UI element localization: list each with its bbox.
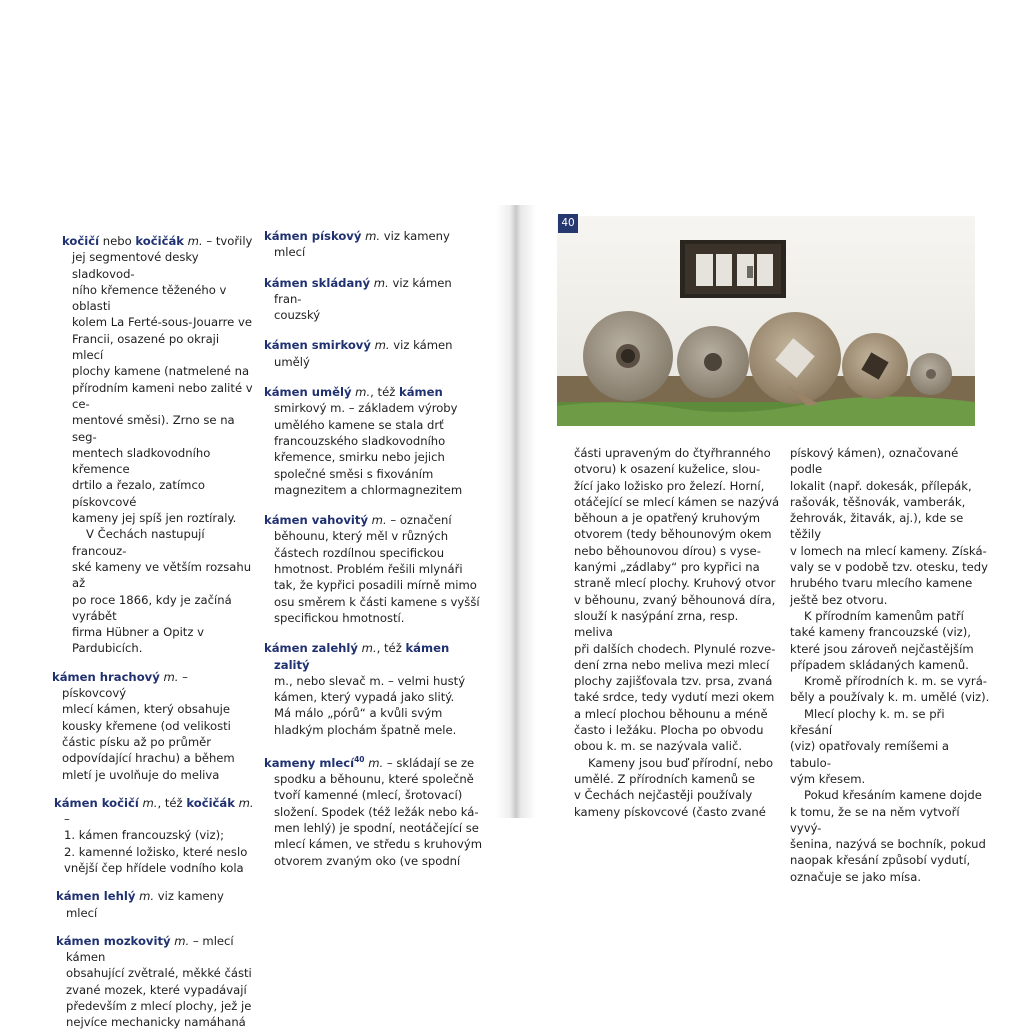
- text-line: které jsou zároveň nejčastějším: [790, 641, 974, 656]
- headword: kočičák: [186, 795, 235, 810]
- footnote-ref: 40: [354, 755, 365, 765]
- text-line: 1. kámen francouzský (viz);: [64, 828, 225, 843]
- text: – mlecí kámen: [66, 933, 234, 965]
- gram: m.: [159, 669, 179, 684]
- text-line: jej segmentové desky sladkovod-: [72, 250, 199, 281]
- text-line: hladkým plochám špatně mele.: [274, 722, 457, 737]
- text-line: K přírodním kamenům patří: [804, 608, 964, 623]
- text: – pískovcový: [62, 669, 188, 701]
- text-line: straně mlecí plochy. Kruhový otvor: [574, 576, 776, 591]
- text-line: označuje se jako mísa.: [790, 869, 922, 884]
- gram: m.: [234, 795, 254, 810]
- text-line: ního křemence těženého v oblasti: [72, 282, 227, 314]
- text-line: kolem La Ferté-sous-Jouarre ve: [72, 315, 252, 330]
- text-line: po roce 1866, kdy je začíná vyrábět: [72, 592, 232, 623]
- text-line: obou k. m. se nazývala valič.: [574, 739, 743, 754]
- text-line: kameny pískovcové (často zvané: [574, 804, 766, 819]
- text: , též: [376, 641, 406, 656]
- gram: m.: [361, 229, 381, 243]
- text-line: také kameny francouzské (viz),: [790, 625, 971, 640]
- text-line: men lehlý) je spodní, neotáčející se: [274, 821, 479, 836]
- text-line: spodku a běhounu, které společně: [274, 772, 474, 787]
- text-line: valy se v podobě tzv. otesku, tedy: [790, 560, 988, 575]
- text-line: couzský: [274, 308, 321, 323]
- gram: m.: [184, 234, 203, 248]
- text: viz kámen umělý: [274, 338, 453, 369]
- entry-kamen-umely: [264, 384, 482, 498]
- text-line: magnezitem a chlormagnezitem: [274, 482, 463, 497]
- text-line: mentové směsi). Zrno se na seg-: [72, 413, 235, 444]
- text-line: částech rozdílnou specifickou: [274, 545, 445, 560]
- text-line: (viz) opatřovaly remíšemi a tabulo-: [790, 739, 949, 770]
- headword: kámen mozkovitý: [56, 933, 171, 948]
- entry-kamen-skladany: [264, 275, 482, 324]
- text: – označení: [386, 513, 452, 528]
- text-line: v Čechách nejčastěji používaly: [574, 788, 753, 803]
- text-line: křemence, smirku nebo jejich: [274, 450, 445, 465]
- text-line: dení zrna nebo meliva mezi mlecí: [574, 657, 770, 672]
- text-line: složení. Spodek (též ležák nebo ká-: [274, 804, 479, 819]
- text-line: běly a používaly k. m. umělé (viz).: [790, 690, 990, 705]
- text-line: žehrovák, žitavák, aj.), kde se těžily: [790, 511, 964, 542]
- entry-kamen-smirkovy: [264, 337, 482, 370]
- text-line: části upraveným do čtyřhranného: [574, 446, 771, 460]
- text-line: obsahující zvětralé, měkké části: [66, 966, 252, 981]
- text-line: Pokud křesáním kamene dojde: [804, 788, 982, 803]
- text-line: specifickou hmotností.: [274, 610, 405, 625]
- text-line: otáčející se mlecí kámen se nazývá: [574, 494, 780, 509]
- text-line: rašovák, těšnovák, vamberák,: [790, 494, 966, 509]
- millstones-illustration: [557, 216, 975, 426]
- headword: kámen skládaný: [264, 275, 371, 290]
- text-line: zvané mozek, které vypadávají: [66, 982, 247, 997]
- text-line: ské kameny ve větším rozsahu až: [72, 559, 252, 591]
- gram: m.: [364, 755, 384, 770]
- entry-kamen-hrachovy: [52, 669, 254, 783]
- text-line: také srdce, tedy vydutí mezi okem: [574, 690, 775, 705]
- gram: m.: [368, 513, 387, 528]
- millstones-photo: [557, 216, 975, 426]
- text-line: částic písku až po průměr: [62, 734, 212, 749]
- text-line: často i ležáku. Plocha po obvodu: [574, 723, 764, 738]
- text-line: hmotnost. Problém řešili mlynáři: [274, 562, 463, 577]
- text: – skládají se ze: [383, 755, 475, 770]
- text-line: plochy zajišťovala tzv. prsa, zvaná: [574, 674, 773, 689]
- text-line: otvorem (tedy běhounovým okem: [574, 527, 772, 542]
- paragraph-cechy: [62, 526, 254, 656]
- text-line: kámen, který vypadá jako slitý.: [274, 690, 455, 705]
- book-gutter: [496, 205, 536, 818]
- text-line: mlecí kámen, ve středu s kruhovým: [274, 837, 483, 852]
- text-line: odpovídající hrachu) a během: [62, 751, 235, 766]
- left-column-2: [264, 228, 482, 869]
- gram: m.: [138, 795, 158, 810]
- headword: kámen zalitý: [274, 641, 450, 672]
- text-line: smirkový m. – základem výroby: [274, 401, 458, 416]
- headword: kámen zalehlý: [264, 641, 358, 656]
- text-line: kousky křemene (od velikosti: [62, 718, 231, 733]
- text-line: m., nebo slevač m. – velmi hustý: [274, 673, 466, 688]
- text-line: mletí je uvolňuje do meliva: [62, 767, 220, 782]
- text-line: při dalších chodech. Plynulé rozve-: [574, 641, 776, 656]
- headword: kámen pískový: [264, 229, 362, 243]
- text-line: Francii, osazené po okraji mlecí: [72, 331, 220, 363]
- headword: kámen hrachový: [52, 669, 160, 684]
- gram: m.: [370, 338, 390, 353]
- text-line: běhoun a je opatřený kruhovým: [574, 511, 761, 526]
- text-line: v lomech na mlecí kameny. Získá-: [790, 543, 987, 558]
- text-line: umělého kamene se stala drť: [274, 417, 444, 432]
- page-number: 40: [558, 214, 578, 233]
- text: – tvořily: [202, 234, 253, 248]
- text-line: lokalit (např. dokesák, přílepák,: [790, 478, 972, 493]
- entry-kocici: [62, 233, 254, 526]
- text-line: drtilo a řezalo, zatímco pískovcové: [72, 478, 205, 509]
- text-line: kanými „zádlaby“ pro kypřici na: [574, 560, 760, 575]
- paragraph-right-2: [790, 445, 990, 885]
- text-line: umělé. Z přírodních kamenů se: [574, 771, 756, 786]
- text-line: slouží k nasýpání zrna, resp. meliva: [574, 608, 739, 640]
- headword: kočičák: [135, 234, 184, 248]
- text-line: přírodním kameni nebo zalité v ce-: [72, 380, 253, 411]
- text: –: [64, 812, 70, 827]
- text-line: a mlecí plochou běhounu a méně: [574, 706, 768, 721]
- text-line: především z mlecí plochy, jež je: [66, 999, 252, 1014]
- gram: m.: [357, 641, 377, 656]
- headword: kámen lehlý: [56, 889, 136, 904]
- entry-kameny-mleci: [264, 752, 482, 869]
- text-line: Má málo „pórů“ a kvůli svým: [274, 706, 443, 721]
- text-line: vým křesem.: [790, 771, 866, 786]
- text-line: šenina, nazývá se bochník, pokud: [790, 837, 986, 852]
- headword: kameny mlecí: [264, 755, 355, 770]
- entry-kamen-vahovity: [264, 512, 482, 626]
- text-line: Kromě přírodních k. m. se vyrá-: [804, 674, 987, 689]
- entry-kamen-zalehly: [264, 640, 482, 738]
- text-line: nebo běhounovou dírou) s vyse-: [574, 543, 761, 558]
- headword: kočičí: [62, 234, 100, 248]
- text-line: mentech sladkovodního křemence: [72, 445, 211, 477]
- paragraph-right-1: [574, 445, 780, 820]
- entry-kamen-mozkovity: [56, 933, 254, 1031]
- text-line: firma Hübner a Opitz v Pardubicích.: [72, 625, 204, 656]
- text-line: plochy kamene (natmelené na: [72, 364, 250, 379]
- text-line: k tomu, že se na něm vytvoří vyvý-: [790, 804, 960, 835]
- entry-kamen-piskovy: [264, 228, 482, 261]
- right-column-1: [574, 445, 780, 820]
- text-line: otvorem zvaným oko (ve spodní: [274, 853, 461, 868]
- gram: m.: [351, 385, 371, 400]
- headword: kámen smirkový: [264, 338, 371, 353]
- right-column-2: [790, 445, 990, 885]
- entry-kamen-kocici: [54, 795, 254, 876]
- text-line: mlecí kámen, který obsahuje: [62, 702, 231, 717]
- text-line: naopak křesání způsobí vydutí,: [790, 853, 971, 868]
- text-line: vnější čep hřídele vodního kola: [64, 860, 244, 875]
- text: , též: [157, 795, 187, 810]
- text-line: nejvíce mechanicky namáhaná: [66, 1015, 246, 1030]
- text-line: francouzského sladkovodního: [274, 433, 446, 448]
- text-line: tak, že kypřici posadili mírně mimo: [274, 578, 477, 593]
- headword: kámen kočičí: [54, 795, 139, 810]
- gram: m.: [370, 275, 389, 290]
- text-line: společné směsi s fixováním: [274, 466, 434, 481]
- text-line: Kameny jsou buď přírodní, nebo: [588, 755, 774, 770]
- text-line: žící jako ložisko pro železí. Horní,: [574, 478, 765, 493]
- headword: kámen vahovitý: [264, 513, 368, 528]
- gram: m.: [170, 933, 190, 948]
- text-line: běhounu, který měl v různých: [274, 529, 449, 544]
- text: viz kámen fran-: [274, 275, 452, 306]
- text-line: otvoru) k osazení kuželice, slou-: [574, 462, 761, 477]
- text-line: Mlecí plochy k. m. se při křesání: [790, 706, 945, 738]
- text: nebo: [102, 234, 136, 248]
- text-line: hrubého tvaru mlecího kamene: [790, 576, 973, 591]
- left-column-1: [52, 233, 254, 1031]
- entry-kamen-lehly: [56, 888, 254, 921]
- text-line: ještě bez otvoru.: [790, 592, 888, 607]
- text-line: tvoří kamenné (mlecí, šrotovací): [274, 788, 463, 803]
- text-line: osu směrem k části kamene s vyšší: [274, 594, 480, 609]
- text-line: V Čechách nastupují francouz-: [72, 527, 205, 558]
- text: viz kameny mlecí: [274, 229, 450, 260]
- text-line: 2. kamenné ložisko, které neslo: [64, 844, 248, 859]
- text: viz kameny mlecí: [66, 889, 224, 920]
- text-line: kameny jej spíš jen roztíraly.: [72, 511, 237, 526]
- headword: kámen: [399, 385, 443, 400]
- headword: kámen umělý: [264, 385, 352, 400]
- text-line: případem skládaných kamenů.: [790, 657, 969, 672]
- text-line: pískový kámen), označované podle: [790, 446, 959, 477]
- text: , též: [370, 385, 399, 400]
- gram: m.: [135, 889, 155, 904]
- text-line: v běhounu, zvaný běhounová díra,: [574, 592, 776, 607]
